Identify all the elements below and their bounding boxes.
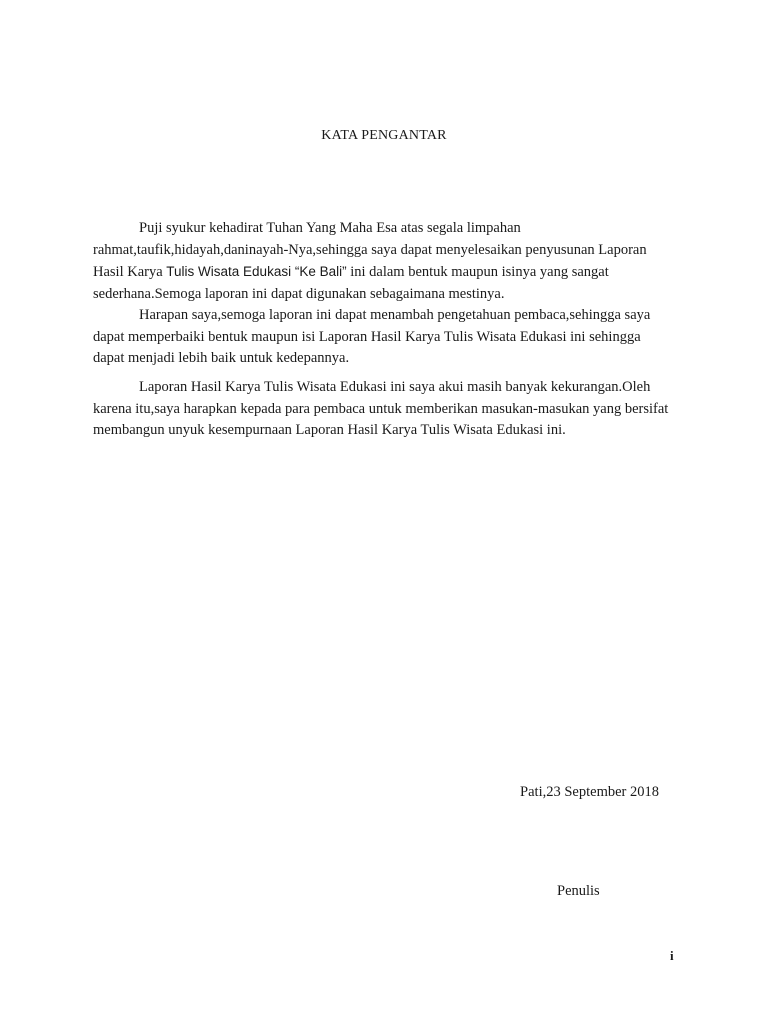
paragraph-2-text: Harapan saya,semoga laporan ini dapat menambah pengetahuan pembaca,sehingga saya dapat memperbaiki bentuk maupun isi Laporan Hasil Karya Tulis Wisata Edukasi ini sehingga dapat menjadi lebih baik untuk kedepannya. — [93, 307, 651, 366]
paragraph-3-text: Laporan Hasil Karya Tulis Wisata Edukasi ini saya akui masih banyak kekurangan.Oleh karena itu,saya harapkan kepada para pembaca untuk memberikan masukan-masukan yang bersifat membangun unyuk kesempurnaan Laporan Hasil Karya Tulis Wisata Edukasi ini. — [93, 379, 669, 438]
page-number: i — [670, 948, 674, 963]
paragraph-1 — [93, 218, 673, 305]
paragraph-3 — [93, 377, 673, 442]
page-title: KATA PENGANTAR — [321, 128, 447, 143]
signer-label: Penulis — [557, 883, 600, 899]
paragraph-1-text-c: ini dalam bentuk maupun isinya yang sangat sederhana.Semoga laporan ini dapat digunakan sebagaimana mestinya. — [93, 264, 609, 302]
place-date: Pati,23 September 2018 — [520, 784, 659, 800]
paragraph-1-text-a: Puji syukur kehadirat Tuhan Yang Maha Esa atas segala limpahan rahmat,taufik,hidayah,daninayah-Nya,sehingga saya dapat menyelesaikan penyusunan Laporan Hasil Karya — [93, 220, 647, 280]
paragraph-1-text-b: Tulis Wisata Edukasi “Ke Bali” — [166, 264, 347, 279]
paragraph-2 — [93, 305, 673, 370]
